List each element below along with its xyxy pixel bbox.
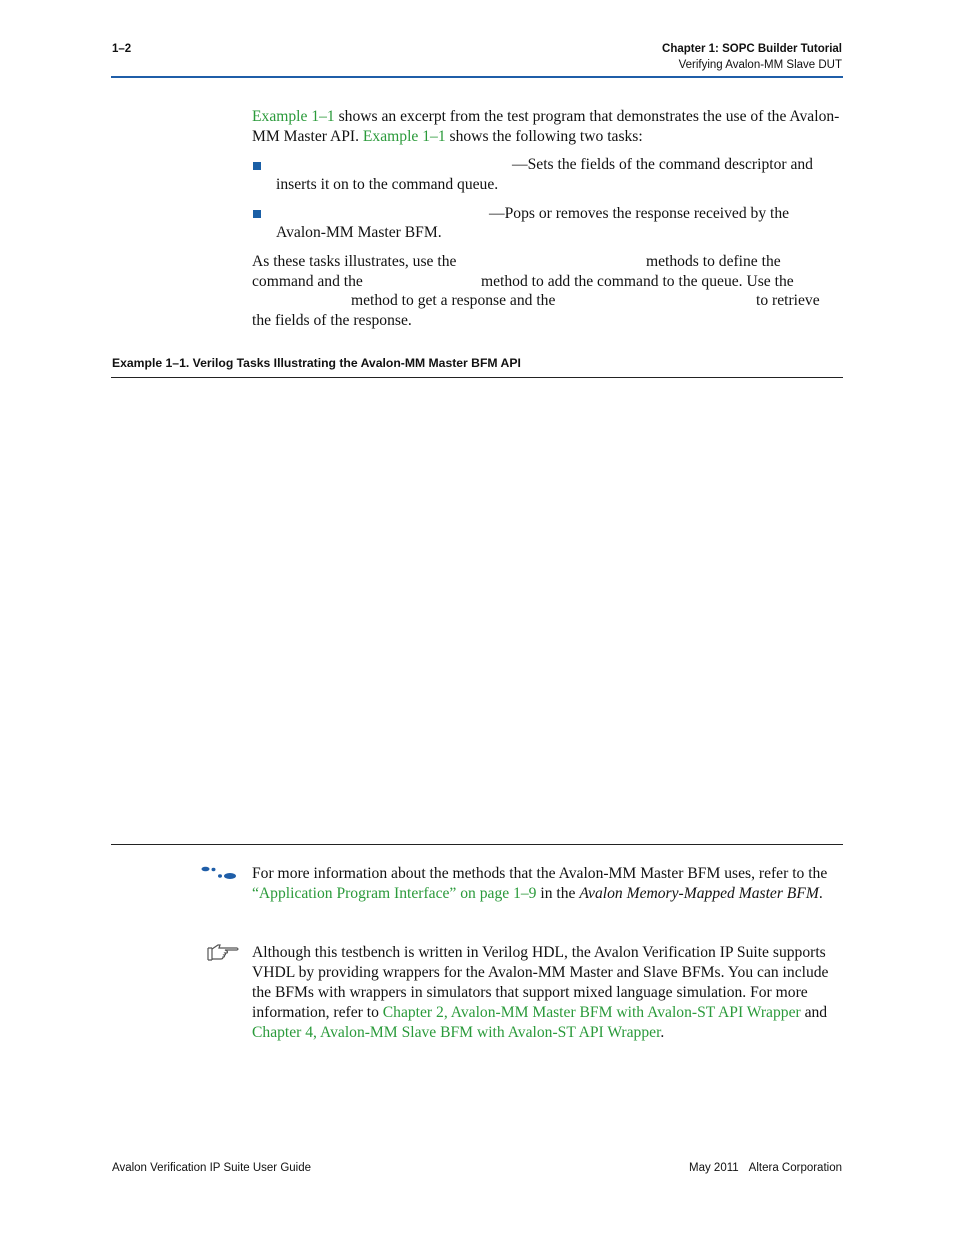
footer-company: Altera Corporation xyxy=(748,1162,842,1174)
note-more-info xyxy=(252,864,842,904)
footer-guide-title: Avalon Verification IP Suite User Guide xyxy=(112,1162,312,1174)
usage-text: As these tasks illustrates, use the xyxy=(252,253,457,270)
bullet-text: inserts it on to the command queue. xyxy=(276,176,499,193)
bullet-marker xyxy=(253,210,261,218)
example-link[interactable]: Example 1–1 xyxy=(252,108,335,125)
chapter-2-link[interactable]: Chapter 2, Avalon-MM Master BFM with Avalon-ST API Wrapper xyxy=(382,1004,801,1021)
usage-text: method to add the command to the queue. Use the xyxy=(481,273,794,290)
footprints-icon xyxy=(200,865,240,881)
note-text: in the xyxy=(536,885,580,902)
note-text: and xyxy=(800,1004,828,1021)
footer-date: May 2011 xyxy=(689,1162,739,1174)
note-text: For more information about the methods that the Avalon-MM Master BFM uses, refer to the xyxy=(252,865,828,882)
note-text: . xyxy=(660,1024,665,1041)
note-text: Although this testbench is written in Verilog HDL, the Avalon Verification IP Suite supports VHDL by providing wrappers for the Avalon-MM Master and Slave BFMs. You can include the BFMs with wrappers in simulators that support mixed language simulation. For more information, refer to xyxy=(252,944,829,1021)
bullet-text: —Sets the fields of the command descriptor and xyxy=(512,156,813,173)
bullet-text: —Pops or removes the response received by the xyxy=(489,205,790,222)
usage-text: the fields of the response. xyxy=(252,312,412,329)
pointing-hand-icon xyxy=(206,942,240,962)
chapter-title: Chapter 1: SOPC Builder Tutorial xyxy=(662,43,842,55)
example-link[interactable]: Example 1–1 xyxy=(362,128,446,145)
intro-text: shows the following two tasks: xyxy=(445,128,643,145)
note-text: . xyxy=(818,885,823,902)
header-rule xyxy=(111,76,843,78)
bullet-marker xyxy=(253,162,261,170)
usage-text: command and the xyxy=(252,273,363,290)
page-number: 1–2 xyxy=(112,43,132,55)
usage-text: to retrieve xyxy=(756,292,820,309)
doc-title: Avalon Memory-Mapped Master BFM xyxy=(579,885,819,902)
bullet-text: Avalon-MM Master BFM. xyxy=(276,224,442,241)
section-title: Verifying Avalon-MM Slave DUT xyxy=(678,59,842,71)
note-vhdl-support xyxy=(252,943,842,1043)
example-top-rule xyxy=(111,377,843,378)
intro-paragraph xyxy=(252,107,842,147)
footer-right xyxy=(689,1162,842,1174)
intro-text: shows an excerpt from the test program that demonstrates the use of the Avalon-MM Master API. xyxy=(252,108,840,145)
usage-text: methods to define the xyxy=(646,253,781,270)
example-bottom-rule xyxy=(111,844,843,845)
usage-text: method to get a response and the xyxy=(351,292,556,309)
example-title: Example 1–1. Verilog Tasks Illustrating the Avalon-MM Master BFM API xyxy=(112,356,521,370)
chapter-4-link[interactable]: Chapter 4, Avalon-MM Slave BFM with Avalon-ST API Wrapper xyxy=(252,1024,661,1041)
api-link[interactable]: “Application Program Interface” on page 1–9 xyxy=(252,885,537,902)
